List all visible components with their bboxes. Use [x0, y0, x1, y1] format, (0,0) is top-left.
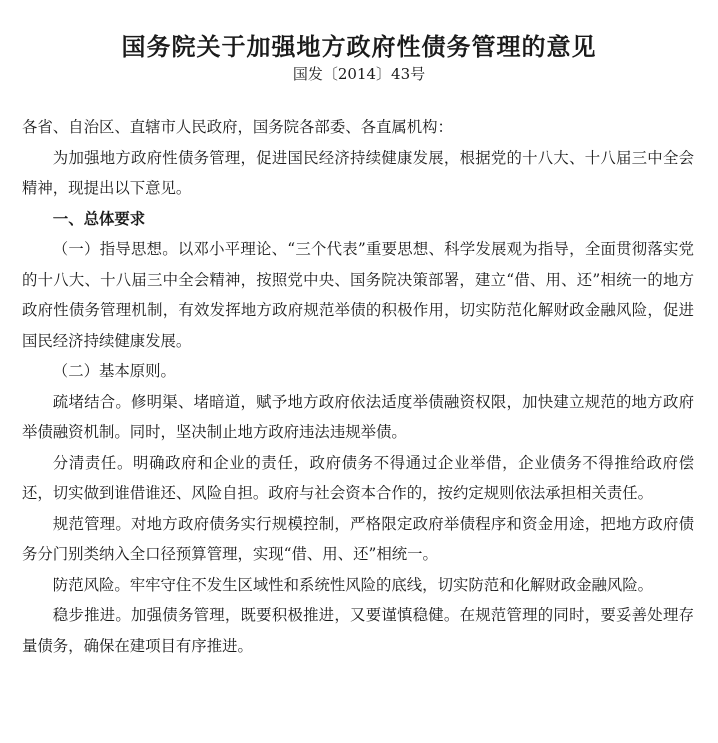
salutation: 各省、自治区、直辖市人民政府，国务院各部委、各直属机构：	[22, 118, 453, 136]
document-body	[22, 112, 694, 661]
intro-paragraph: 为加强地方政府性债务管理，促进国民经济持续健康发展，根据党的十八大、十八届三中全会精神，现提出以下意见。	[22, 148, 694, 197]
document-number: 国发〔2014〕43号	[292, 65, 426, 83]
principle-paragraph: 分清责任。明确政府和企业的责任，政府债务不得通过企业举借，企业债务不得推给政府偿还，切实做到谁借谁还、风险自担。政府与社会资本合作的，按约定规则依法承担相关责任。	[22, 453, 694, 502]
principle-paragraph: 疏堵结合。修明渠、堵暗道，赋予地方政府依法适度举债融资权限，加快建立规范的地方政府举债融资机制。同时，坚决制止地方政府违法违规举债。	[22, 392, 694, 441]
principle-paragraph: 稳步推进。加强债务管理，既要积极推进，又要谨慎稳健。在规范管理的同时，要妥善处理存量债务，确保在建项目有序推进。	[22, 606, 694, 655]
basic-principles-paragraph: （二）基本原则。	[52, 362, 176, 380]
section-heading: 一、总体要求	[52, 209, 146, 228]
guiding-ideology-paragraph: （一）指导思想。以邓小平理论、“三个代表”重要思想、科学发展观为指导，全面贯彻落实党的十八大、十八届三中全会精神，按照党中央、国务院决策部署，建立“借、用、还”相统一的地方政府性债务管理机制，有效发挥地方政府规范举债的积极作用，切实防范化解财政金融风险，促进国民经济持续健康发展。	[22, 240, 694, 350]
document-title: 国务院关于加强地方政府性债务管理的意见	[121, 33, 597, 61]
principle-paragraph: 防范风险。牢牢守住不发生区域性和系统性风险的底线，切实防范和化解财政金融风险。	[52, 575, 654, 594]
principle-paragraph: 规范管理。对地方政府债务实行规模控制，严格限定政府举债程序和资金用途，把地方政府债务分门别类纳入全口径预算管理，实现“借、用、还”相统一。	[22, 514, 694, 563]
